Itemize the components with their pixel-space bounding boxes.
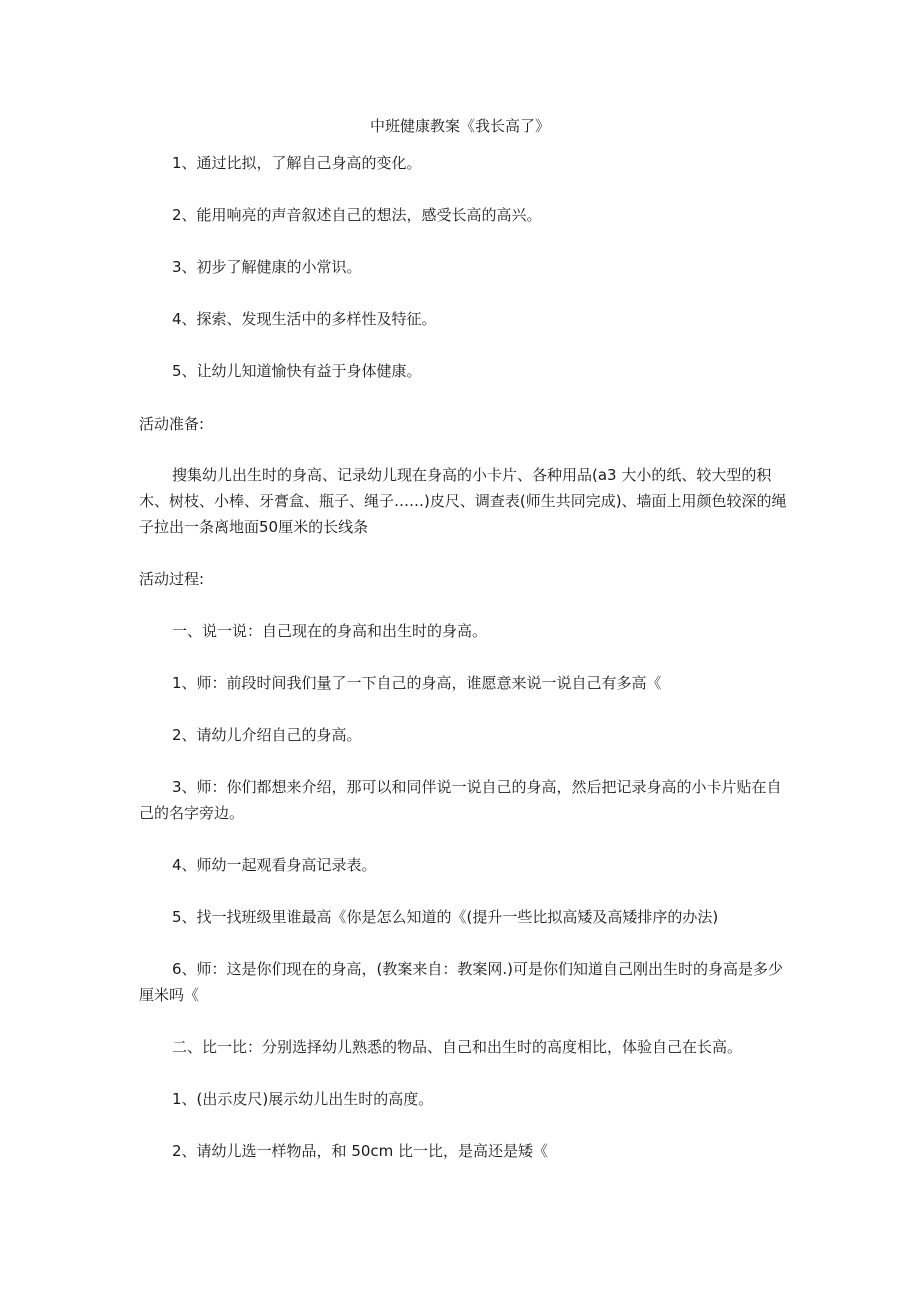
section2-item-1: 1、(出示皮尺)展示幼儿出生时的高度。 <box>172 1090 434 1108</box>
section2-heading: 二、比一比：分别选择幼儿熟悉的物品、自己和出生时的高度相比，体验自己在长高。 <box>172 1038 743 1056</box>
goal-item-5: 5、让幼儿知道愉快有益于身体健康。 <box>172 362 422 380</box>
goal-item-4: 4、探索、发现生活中的多样性及特征。 <box>172 310 437 328</box>
section1-item-4: 4、师幼一起观看身高记录表。 <box>172 856 377 874</box>
document-title: 中班健康教案《我长高了》 <box>369 117 550 135</box>
section1-item-5: 5、找一找班级里谁最高《你是怎么知道的《(提升一些比拟高矮及高矮排序的办法) <box>172 908 719 926</box>
section1-heading: 一、说一说：自己现在的身高和出生时的身高。 <box>172 622 488 640</box>
section2-item-2: 2、请幼儿选一样物品，和 50cm 比一比，是高还是矮《 <box>172 1142 549 1160</box>
process-heading: 活动过程: <box>139 570 205 588</box>
preparation-paragraph: 搜集幼儿出生时的身高、记录幼儿现在身高的小卡片、各种用品(a3 大小的纸、较大型的积木、树枝、小棒、牙膏盒、瓶子、绳子……)皮尺、调查表(师生共同完成)、墙面上用颜色较深的绳子拉出一条离地面50厘米的长线条 <box>139 466 787 536</box>
section1-item-6: 6、师：这是你们现在的身高，(教案来自：教案网.)可是你们知道自己刚出生时的身高是多少厘米吗《 <box>139 960 784 1004</box>
goal-item-1: 1、通过比拟，了解自己身高的变化。 <box>172 154 422 172</box>
goal-item-3: 3、初步了解健康的小常识。 <box>172 258 362 276</box>
section1-item-2: 2、请幼儿介绍自己的身高。 <box>172 726 362 744</box>
section1-item-3: 3、师：你们都想来介绍，那可以和同伴说一说自己的身高，然后把记录身高的小卡片贴在自己的名字旁边。 <box>139 778 782 822</box>
preparation-heading: 活动准备: <box>139 415 205 433</box>
section1-item-1: 1、师：前段时间我们量了一下自己的身高，谁愿意来说一说自己有多高《 <box>172 674 662 692</box>
goal-item-2: 2、能用响亮的声音叙述自己的想法，感受长高的高兴。 <box>172 206 542 224</box>
